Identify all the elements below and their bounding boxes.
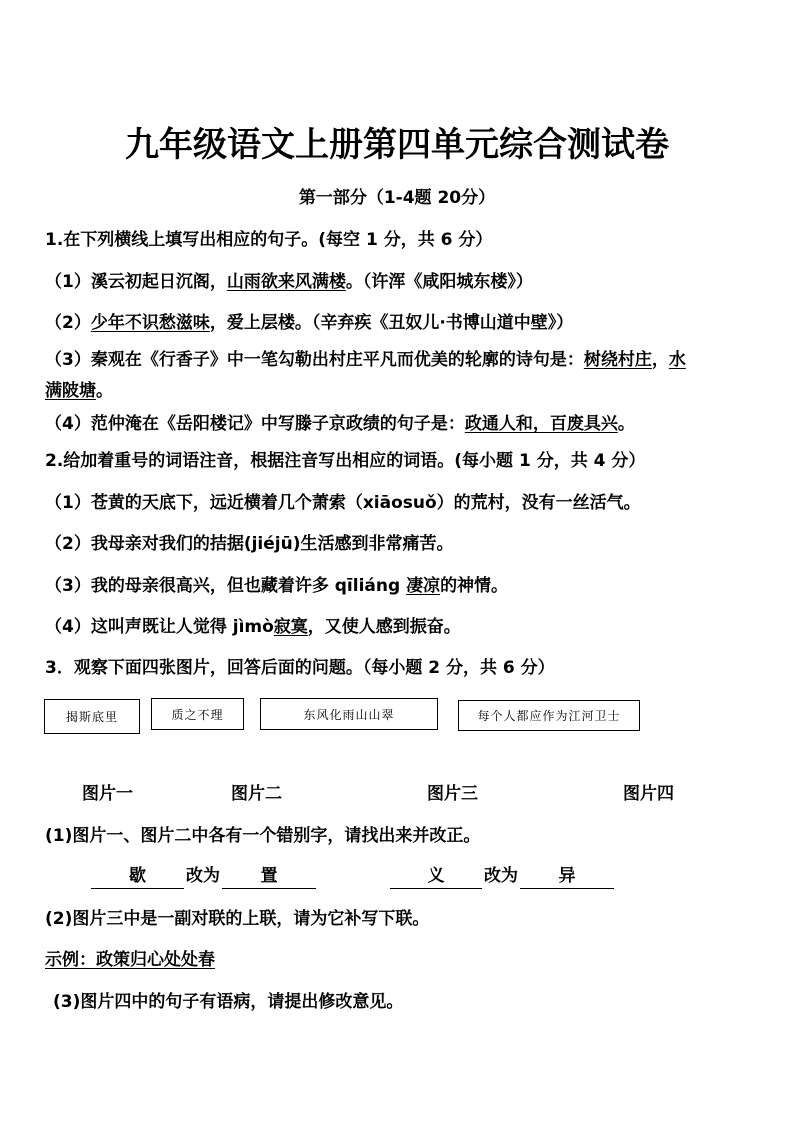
q2-item-4-end: ，又使人感到振奋。: [307, 617, 461, 637]
fix-2-correct-char: 异: [520, 864, 614, 889]
q1-item-3: [45, 348, 686, 372]
page-title: 九年级语文上册第四单元综合测试卷: [125, 125, 669, 165]
q2-item-4-text: （4）这叫声既让人觉得 jìmò: [45, 617, 274, 637]
q2-item-1: （1）苍黄的天底下，远近横着几个萧索（xiāosuǒ）的荒村，没有一丝活气。: [45, 493, 641, 513]
q1-item-1-source: 。（许浑《咸阳城东楼》）: [345, 272, 533, 292]
q1-item-4-end: 。: [617, 414, 635, 434]
fix-2-wrong-char: 义: [390, 864, 482, 889]
q1-item-3-answer-2b: 满陂塘: [45, 381, 96, 401]
picture-1-box: 揭斯底里: [44, 699, 140, 734]
q2-item-3-text: （3）我的母亲很高兴，但也藏着许多 qīliáng: [45, 576, 407, 596]
q1-item-3-answer-1: 树绕村庄: [583, 350, 652, 370]
fix-1-change-to: 改为: [186, 866, 220, 886]
q2-item-4-answer: 寂寞: [273, 617, 308, 637]
picture-2-label: 图片二: [231, 784, 282, 804]
q2-item-3-end: 的神情。: [440, 576, 509, 596]
q1-item-3-answer-2a: 水: [668, 350, 686, 370]
q1-item-3-text: （3）秦观在《行香子》中一笔勾勒出村庄平凡而优美的轮廓的诗句是：: [45, 350, 584, 370]
q2-item-3-answer: 凄凉: [406, 576, 441, 596]
q3-part-2: (2)图片三中是一副对联的上联，请为它补写下联。: [45, 909, 430, 929]
picture-4-label: 图片四: [623, 784, 674, 804]
fix-1-correct-char: 置: [222, 864, 316, 889]
q2-item-2: （2）我母亲对我们的拮据(jiéjū)生活感到非常痛苦。: [45, 534, 454, 554]
picture-1-label: 图片一: [82, 784, 133, 804]
q1-item-2-text: （2）: [45, 313, 91, 333]
fix-1-wrong-char: 歇: [91, 864, 184, 889]
picture-3-label: 图片三: [427, 784, 478, 804]
picture-3-box: 东风化雨山山翠: [260, 698, 438, 730]
q2-item-3: [45, 574, 508, 598]
q1-item-1: [45, 270, 533, 294]
q1-item-2-answer: 少年不识愁滋味: [90, 313, 210, 333]
q3-part-3: (3)图片四中的句子有语病，请提出修改意见。: [53, 992, 404, 1012]
q1-item-4: [45, 412, 635, 436]
q1-item-4-text: （4）范仲淹在《岳阳楼记》中写滕子京政绩的句子是：: [45, 414, 465, 434]
picture-4-box: 每个人都应作为江河卫士: [458, 700, 640, 731]
q2-item-4: [45, 615, 461, 639]
q1-item-1-answer: 山雨欲来风满楼: [226, 272, 346, 292]
q1-item-2: [45, 311, 573, 335]
picture-2-box: 质之不理: [151, 698, 244, 730]
q3-part-1: (1)图片一、图片二中各有一个错别字，请找出来并改正。: [45, 826, 481, 846]
q1-item-2-source: ，爱上层楼。（辛弃疾《丑奴儿·书博山道中壁》）: [209, 313, 574, 333]
q1-heading: 1.在下列横线上填写出相应的句子。(每空 1 分，共 6 分）: [45, 230, 493, 250]
q1-item-3-end: 。: [96, 381, 113, 401]
q1-item-1-text: （1）溪云初起日沉阁，: [45, 272, 227, 292]
section-heading: 第一部分（1-4题 20分）: [298, 188, 496, 208]
q3-part-2-example: 示例：政策归心处处春: [45, 950, 215, 970]
q3-heading: 3．观察下面四张图片，回答后面的问题。（每小题 2 分，共 6 分）: [45, 658, 555, 678]
q1-item-3-continued: [45, 379, 113, 403]
q1-item-4-answer: 政通人和，百废具兴: [464, 414, 618, 434]
q2-heading: 2.给加着重号的词语注音，根据注音写出相应的词语。(每小题 1 分，共 4 分）: [45, 451, 646, 471]
fix-2-change-to: 改为: [484, 866, 518, 886]
q1-item-3-comma: ，: [651, 350, 669, 370]
